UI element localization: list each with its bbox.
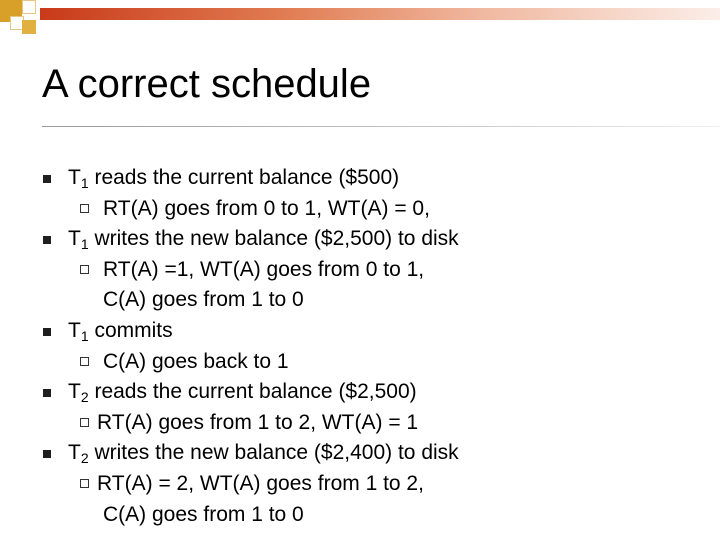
sub-bullet-marker-icon xyxy=(80,418,89,427)
sub-bullet-line: RT(A) =1, WT(A) goes from 0 to 1, xyxy=(103,257,425,281)
bullet-description: commits xyxy=(88,319,173,342)
sub-bullet-text xyxy=(80,350,289,374)
sub-bullet-line: C(A) goes from 1 to 0 xyxy=(103,288,304,312)
corner-decoration-square xyxy=(22,20,36,34)
sub-bullet-text xyxy=(80,472,424,496)
sub-bullet-text xyxy=(103,288,304,312)
bullet-text xyxy=(68,227,459,251)
sub-bullet-text xyxy=(80,197,430,221)
bullet-description: reads the current balance ($2,500) xyxy=(88,380,417,404)
transaction-subscript: 1 xyxy=(80,175,89,191)
bullet-description: writes the new balance ($2,500) to disk xyxy=(88,227,459,251)
sub-bullet-line: RT(A) goes from 1 to 2, WT(A) = 1 xyxy=(97,410,419,434)
sub-bullet-line: RT(A) = 2, WT(A) goes from 1 to 2, xyxy=(97,472,424,495)
sub-bullet-marker-icon xyxy=(80,204,89,213)
transaction-name: T xyxy=(68,380,81,404)
sub-bullet-marker-icon xyxy=(80,265,89,274)
corner-decoration-square xyxy=(22,0,36,14)
transaction-name: T xyxy=(68,166,81,189)
slide-title: A correct schedule xyxy=(42,62,372,106)
sub-bullet-text xyxy=(103,503,304,527)
bullet-text xyxy=(68,319,173,343)
bullet-marker-icon xyxy=(43,389,51,397)
bullet-text xyxy=(68,380,417,404)
sub-bullet-marker-icon xyxy=(80,357,89,366)
transaction-name: T xyxy=(68,227,81,251)
bullet-text xyxy=(68,441,459,465)
bullet-text xyxy=(68,166,399,190)
sub-bullet-line: C(A) goes back to 1 xyxy=(103,349,289,373)
bullet-marker-icon xyxy=(43,450,51,458)
top-accent-bar xyxy=(40,8,720,20)
transaction-subscript: 1 xyxy=(80,328,89,344)
transaction-subscript: 2 xyxy=(80,389,89,406)
sub-bullet-text xyxy=(80,411,418,435)
title-divider xyxy=(42,126,720,127)
bullet-marker-icon xyxy=(43,328,51,336)
sub-bullet-marker-icon xyxy=(80,479,89,488)
bullet-description: reads the current balance ($500) xyxy=(88,166,400,189)
transaction-subscript: 1 xyxy=(80,236,89,253)
sub-bullet-text xyxy=(80,258,424,282)
bullet-marker-icon xyxy=(43,236,51,244)
sub-bullet-line: C(A) goes from 1 to 0 xyxy=(103,502,304,526)
transaction-subscript: 2 xyxy=(80,450,89,467)
transaction-name: T xyxy=(68,441,81,465)
transaction-name: T xyxy=(68,319,81,342)
sub-bullet-line: RT(A) goes from 0 to 1, WT(A) = 0, xyxy=(103,196,430,220)
bullet-marker-icon xyxy=(43,175,51,183)
bullet-description: writes the new balance ($2,400) to disk xyxy=(88,441,459,465)
